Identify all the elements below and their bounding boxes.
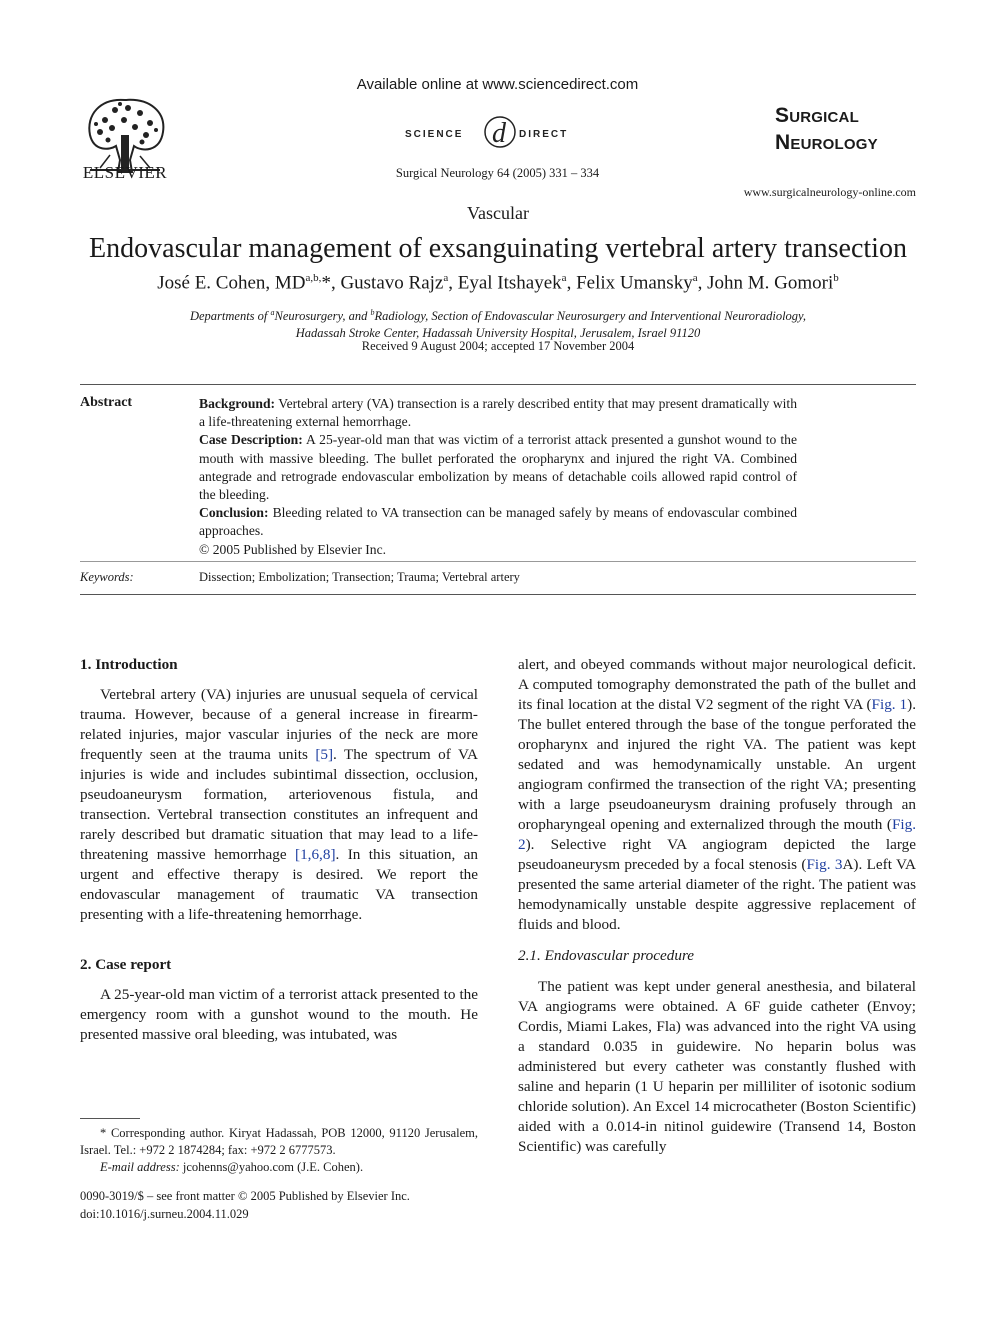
- author-affiliation-marker: a: [692, 272, 698, 284]
- figure-link-3[interactable]: Fig. 3: [806, 856, 843, 873]
- section-heading-introduction: 1. Introduction: [80, 656, 178, 673]
- endovascular-paragraph: The patient was kept under general anesthesia, and bilateral VA angiograms were obtained. A 6F guide catheter (Envoy; Cordis, Miami Lakes, Fla) was advanced into the right VA using a standard 0.035 in guidewire. No heparin bolus was administered but every catheter was constantly flushed with saline and heparin (1 U heparin per milliliter of isotonic sodium chloride solution). An Excel 14 microcatheter (Boston Scientific) aided with a 0.014-in nitinol guidewire (Transend 14, Boston Scientific) was carefully: [518, 978, 916, 1155]
- author-affiliation-marker: a,b,: [305, 272, 322, 284]
- doi-line: doi:10.1016/j.surneu.2004.11.029: [80, 1207, 249, 1221]
- journal-name-line2: Neurology: [775, 131, 878, 154]
- journal-url[interactable]: www.surgicalneurology-online.com: [743, 185, 916, 199]
- right-column: [518, 655, 916, 1157]
- abstract-label: Abstract: [80, 395, 133, 410]
- abstract-body: [199, 395, 797, 559]
- author-separator: ,: [697, 272, 708, 294]
- author-affiliation-marker: b: [833, 272, 839, 284]
- journal-name: [775, 102, 878, 156]
- author-name: Felix Umansky: [576, 272, 693, 294]
- sciencedirect-logo-right: DIRECT: [519, 129, 569, 140]
- subsection-heading-endovascular: 2.1. Endovascular procedure: [518, 947, 695, 964]
- section-label: Vascular: [467, 203, 529, 223]
- section-heading-case-report: 2. Case report: [80, 956, 172, 973]
- issn-line: 0090-3019/$ – see front matter © 2005 Published by Elsevier Inc.: [80, 1189, 410, 1203]
- corresponding-author-note: * Corresponding author. Kiryat Hadassah, POB 12000, 91120 Jerusalem, Israel. Tel.: +972 2 1874284; fax: +972 2 6777573.: [80, 1126, 478, 1157]
- journal-citation: Surgical Neurology 64 (2005) 331 – 334: [395, 166, 600, 180]
- email-note: E-mail address: jcohenns@yahoo.com (J.E. Cohen).: [100, 1160, 364, 1174]
- abstract-top-rule: [80, 384, 916, 385]
- author-name: José E. Cohen, MD: [157, 272, 306, 294]
- reference-link-5[interactable]: [5]: [315, 746, 334, 763]
- issn-doi: [80, 1187, 478, 1223]
- keywords-text: Dissection; Embolization; Transection; Trauma; Vertebral artery: [199, 570, 520, 584]
- case-report-paragraph: A 25-year-old man victim of a terrorist attack presented to the emergency room with a gunshot wound to the mouth. He presented massive oral bleeding, was intubated, was: [80, 986, 478, 1043]
- reference-link-1-6-8[interactable]: [1,6,8]: [295, 846, 336, 863]
- figure-link-1[interactable]: Fig. 1: [871, 696, 908, 713]
- keywords-label: Keywords:: [80, 570, 134, 584]
- author-name: Eyal Itshayek: [457, 272, 562, 294]
- footnote: [80, 1125, 478, 1176]
- author-name: Gustavo Rajz: [340, 272, 444, 294]
- author-separator: ,: [448, 272, 458, 294]
- publisher-name: ELSEVIER: [82, 163, 168, 182]
- left-column: [80, 655, 478, 1045]
- corresponding-author-marker[interactable]: *: [321, 272, 331, 294]
- author-name: John M. Gomori: [707, 272, 834, 294]
- abstract-case: Case Description: A 25-year-old man that was victim of a terrorist attack presented a gunshot wound to the mouth with massive bleeding. The bullet perforated the oropharynx and injured the right VA. Combined antegrade and retrograde endovascular embolization by means of detachable coils allowed rapid control of the bleeding.: [199, 432, 797, 503]
- svg-text:d: d: [492, 118, 506, 149]
- case-report-continued: alert, and obeyed commands without major neurological deficit. A computed tomography demonstrated the path of the bullet and its final location at the distal V2 segment of the right VA (Fig. 1). The bullet entered through the base of the tongue perforated the oropharynx and injured the right VA. The patient was kept sedated and was hemodynamically unstable. An urgent angiogram confirmed the transection of the right VA; presenting with a large pseudoaneurysm draining profusely through an oropharyngeal opening and externalized through the mouth (Fig. 2). Selective right VA angiogram depicted the large pseudoaneurysm preceded by a focal stenosis (Fig. 3A). Left VA presented the same arterial diameter of the right. The patient was hemodynamically unstable despite aggressive replacement of fluids and blood.: [518, 656, 917, 933]
- sciencedirect-logo: [405, 110, 595, 156]
- sciencedirect-logo-left: SCIENCE: [405, 129, 464, 140]
- journal-name-line1: Surgical: [775, 104, 859, 127]
- affiliations: [0, 304, 990, 342]
- keywords-rule: [80, 561, 916, 562]
- author-affiliation-marker: a: [561, 272, 567, 284]
- abstract-background: Background: Vertebral artery (VA) transection is a rarely described entity that may present dramatically with a life-threatening external hemorrhage.: [199, 396, 797, 430]
- affiliation-line1: Departments of $^a$Neurosurgery, and $^b$Radiology, Section of Endovascular Neurosurgery and Interventional Neuroradiology,: [189, 308, 807, 324]
- abstract-copyright: © 2005 Published by Elsevier Inc.: [199, 541, 387, 557]
- author-list: [0, 272, 990, 294]
- footnote-rule: [80, 1118, 140, 1119]
- introduction-paragraph: Vertebral artery (VA) injuries are unusual sequela of cervical trauma. However, because of a general increase in firearm-related injuries, major vascular injuries of the neck are more frequently seen at the trauma units [5]. The spectrum of VA injuries is wide and includes subintimal dissection, occlusion, pseudoaneurysm formation, arteriovenous fistula, and transection. Vertebral transection constitutes an infrequent and rarely described but dramatic situation that may lead to a life-threatening massive hemorrhage [1,6,8]. In this situation, an urgent and effective therapy is desired. We report the endovascular management of traumatic VA transection presenting with a life-threatening hemorrhage.: [80, 686, 478, 923]
- abstract-conclusion: Conclusion: Bleeding related to VA transection can be managed safely by means of endovascular combined approaches.: [199, 505, 797, 539]
- article-title: Endovascular management of exsanguinating vertebral artery transection: [89, 233, 907, 264]
- available-online-text[interactable]: Available online at www.sciencedirect.com: [356, 76, 639, 93]
- affiliation-line2: Hadassah Stroke Center, Hadassah University Hospital, Jerusalem, Israel 91120: [295, 326, 701, 341]
- author-separator: ,: [566, 272, 577, 294]
- author-affiliation-marker: a: [443, 272, 449, 284]
- abstract-bottom-rule: [80, 594, 916, 595]
- author-separator: ,: [330, 272, 341, 294]
- figure-link-2[interactable]: Fig. 2: [518, 816, 916, 853]
- received-dates: Received 9 August 2004; accepted 17 November 2004: [361, 339, 635, 353]
